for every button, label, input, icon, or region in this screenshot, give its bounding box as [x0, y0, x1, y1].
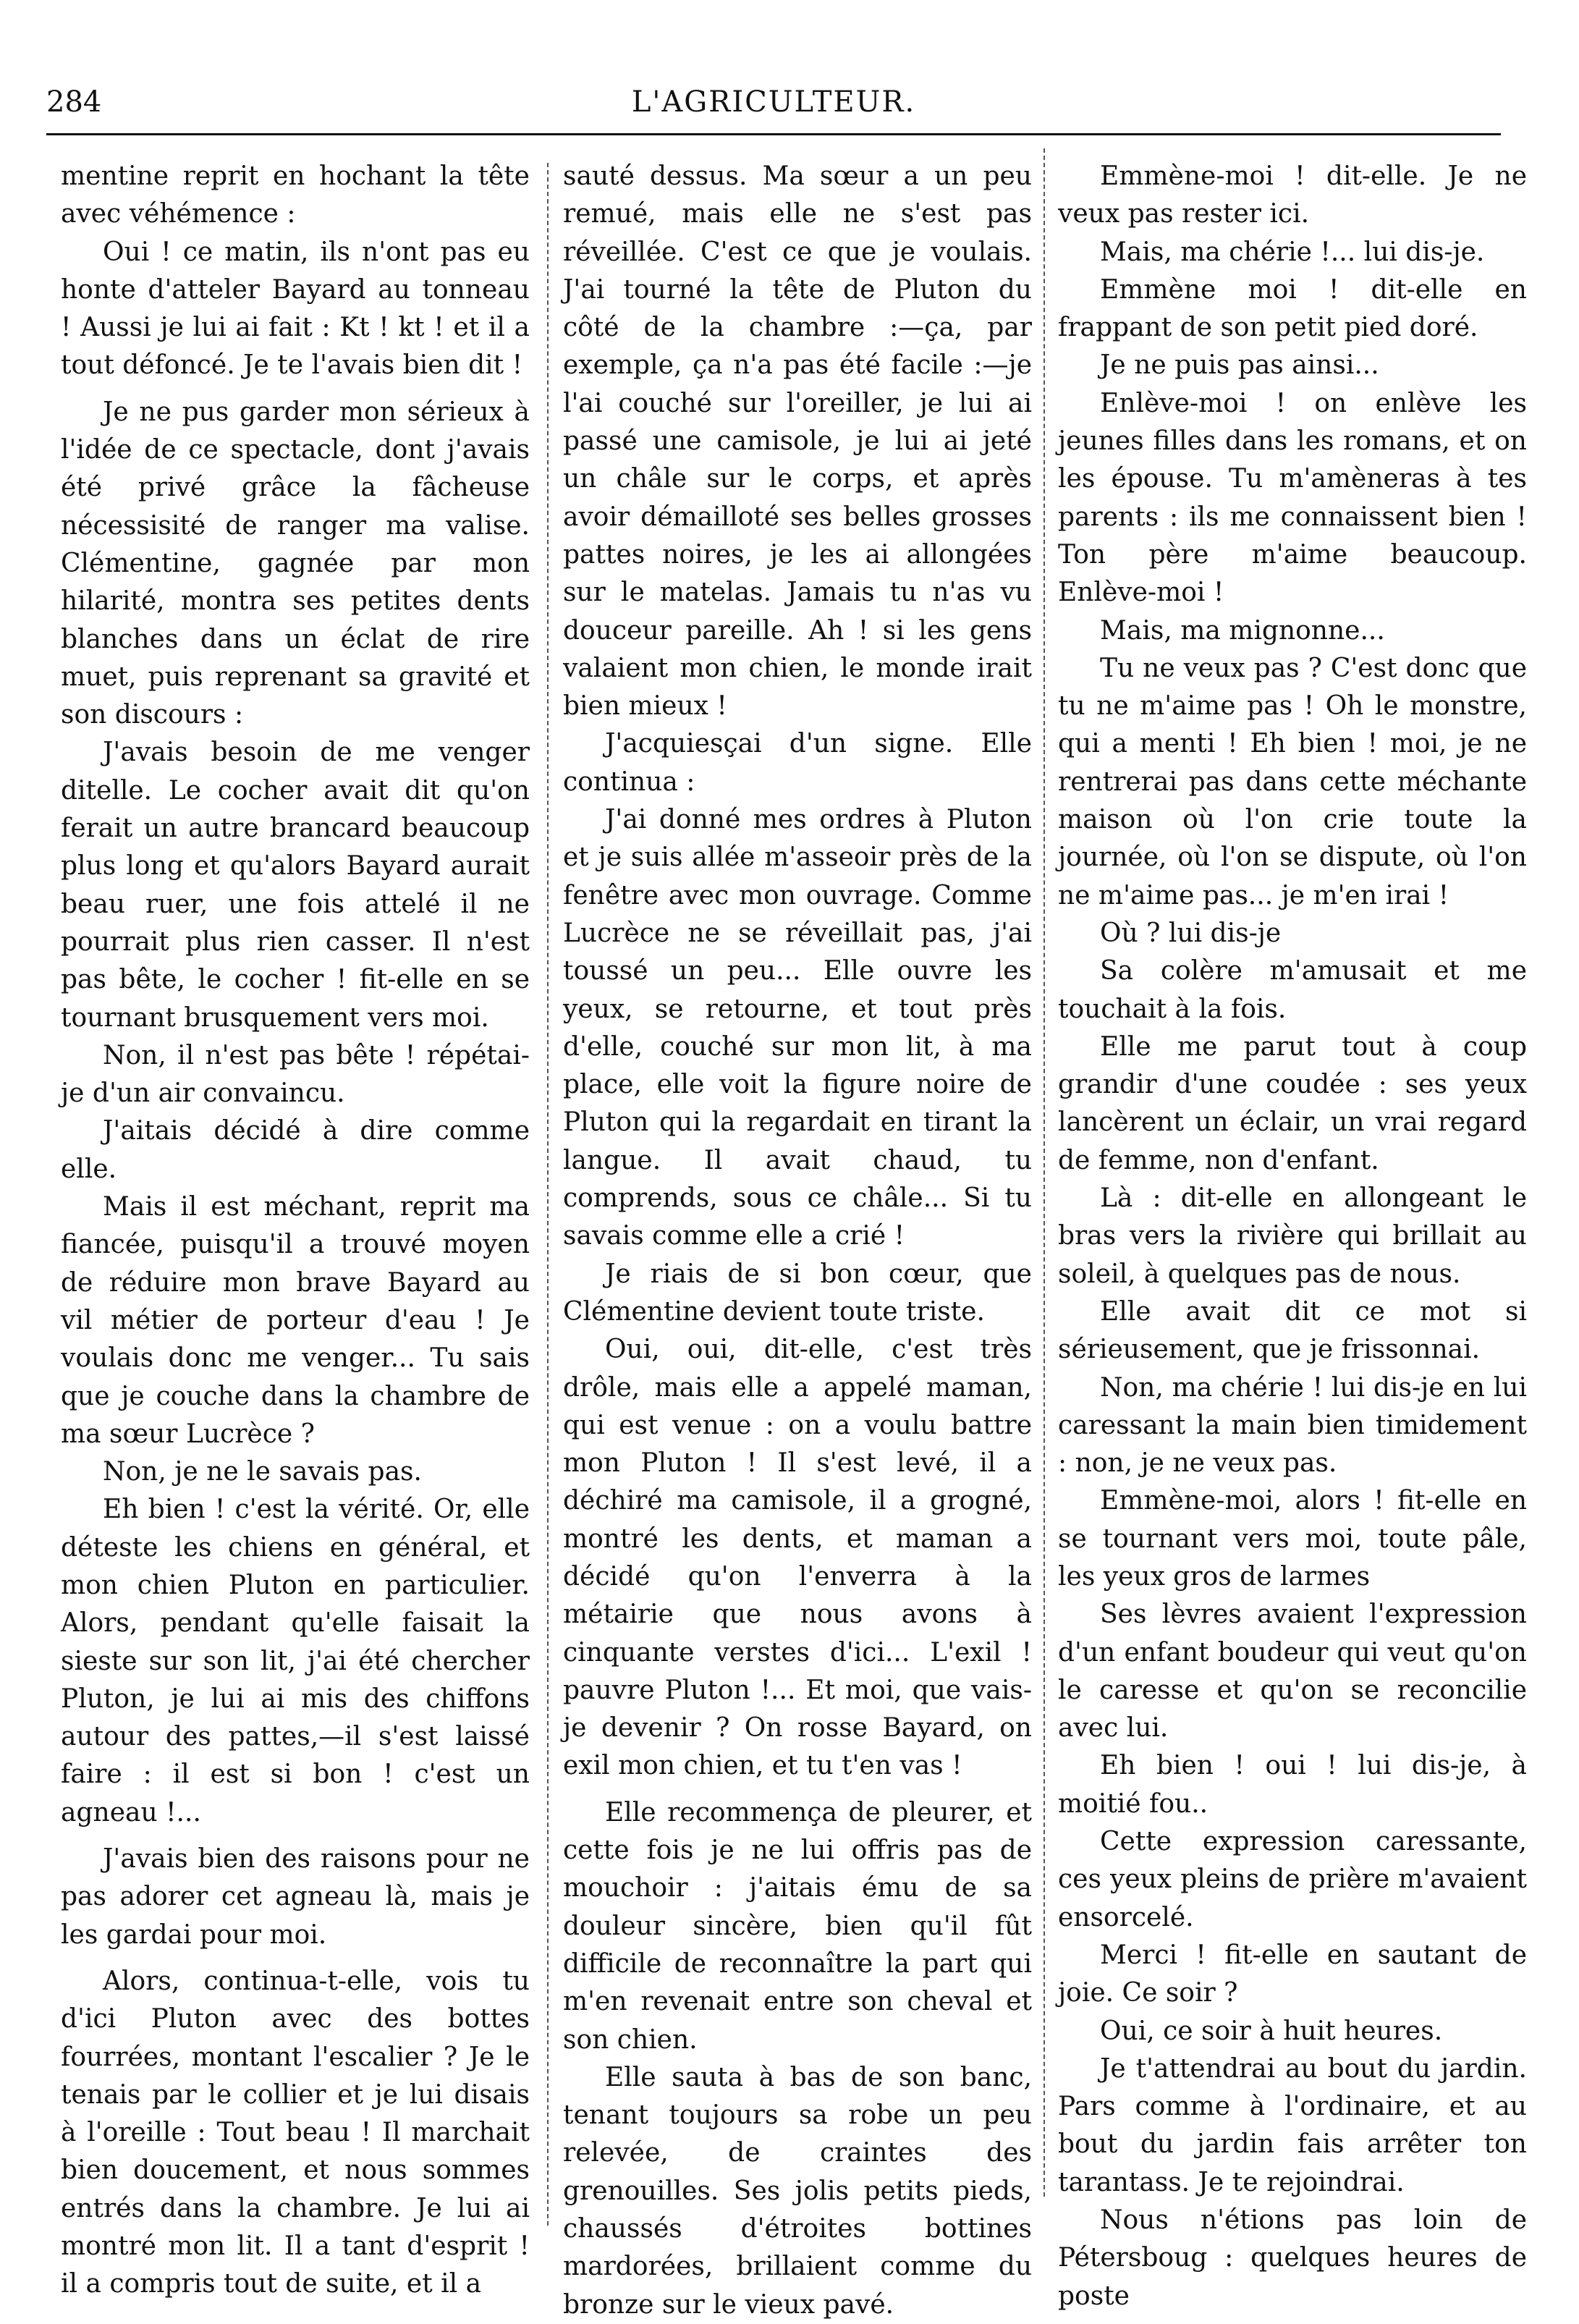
paragraph: Oui, oui, dit-elle, c'est très drôle, mais elle a appelé maman, qui est venue : on a voulu battre mon Pluton ! Il s'est levé, il a déchiré ma camisole, il a grogné, montré les dents, et maman a décidé qu'on l'enverra à la métairie que nous avons à cinquante verstes d'ici... L'exil ! pauvre Pluton !... Et moi, que vais-je devenir ? On rosse Bayard, on exil mon chien, et tu t'en vas ! [563, 1335, 1032, 1781]
paragraph: Tu ne veux pas ? C'est donc que tu ne m'aime pas ! Oh le monstre, qui a menti ! Eh bien ! moi, je ne rentrerai pas dans cette méchante maison où l'on crie toute la journée, où l'on se dispute, où l'on ne m'aime pas... je m'en irai ! [1058, 653, 1527, 910]
running-title: L'AGRICULTEUR. [631, 85, 916, 119]
paragraph: Nous n'étions pas loin de Pétersboug : quelques heures de poste [1058, 2205, 1527, 2311]
paragraph: Je riais de si bon cœur, que Clémentine devient toute triste. [563, 1259, 1032, 1327]
paragraph: Ses lèvres avaient l'expression d'un enfant boudeur qui veut qu'on le caresse et qu'on se reconcilie avec lui. [1058, 1600, 1527, 1744]
text-column-2 [563, 158, 1032, 2324]
paragraph: Non, il n'est pas bête ! répétai-je d'un air convaincu. [61, 1040, 530, 1109]
paragraph: Là : dit-elle en allongeant le bras vers la rivière qui brillait au soleil, à quelques pas de nous. [1058, 1183, 1527, 1289]
page-header [46, 85, 1501, 129]
page-number: 284 [46, 85, 102, 119]
paragraph: Enlève-moi ! on enlève les jeunes filles dans les romans, et on les épouse. Tu m'amèneras à tes parents : ils me connaissent bien ! Ton père m'aime beaucoup. Enlève-moi ! [1058, 388, 1527, 608]
paragraph: sauté dessus. Ma sœur a un peu remué, mais elle ne s'est pas réveillée. C'est ce que je voulais. J'ai tourné la tête de Pluton du côté de la chambre :—ça, par exemple, ça n'a pas été facile :—je l'ai couché sur l'oreiller, je lui ai passé une camisole, je lui ai jeté un châle sur le corps, et après avoir démailloté ses belles grosses pattes noires, je les ai allongées sur le matelas. Jamais tu n'as vu douceur pareille. Ah ! si les gens valaient mon chien, le monde irait bien mieux ! [563, 161, 1032, 722]
header-rule [46, 133, 1501, 135]
paragraph: Sa colère m'amusait et me touchait à la fois. [1058, 956, 1527, 1024]
paragraph: mentine reprit en hochant la tête avec véhémence : [61, 161, 530, 229]
paragraph: Eh bien ! oui ! lui dis-je, à moitié fou.. [1058, 1751, 1527, 1819]
paragraph: Non, ma chérie ! lui dis-je en lui caressant la main bien timidement : non, je ne veux pas. [1058, 1372, 1527, 1479]
paragraph: Emmène-moi ! dit-elle. Je ne veux pas rester ici. [1058, 161, 1527, 229]
paragraph: Elle me parut tout à coup grandir d'une coudée : ses yeux lancèrent un éclair, un vrai regard de femme, non d'enfant. [1058, 1031, 1527, 1175]
column-divider-1 [547, 163, 549, 2226]
paragraph: J'ai donné mes ordres à Pluton et je suis allée m'asseoir près de la fenêtre avec mon ouvrage. Comme Lucrèce ne se réveillait pas, j'ai toussé un peu... Elle ouvre les yeux, se retourne, et tout près d'elle, couché sur mon lit, à ma place, elle voit la figure noire de Pluton qui la regardait en tirant la langue. Il avait chaud, tu comprends, sous ce châle... Si tu savais comme elle a crié ! [563, 805, 1032, 1251]
paragraph: Oui ! ce matin, ils n'ont pas eu honte d'atteler Bayard au tonneau ! Aussi je lui ai fait : Kt ! kt ! et il a tout défoncé. Je te l'avais bien dit ! [61, 237, 530, 381]
paragraph: Je ne pus garder mon sérieux à l'idée de ce spectacle, dont j'avais été privé grâce la fâcheuse nécessisité de ranger ma valise. Clémentine, gagnée par mon hilarité, montra ses petites dents blanches dans un éclat de rire muet, puis reprenant sa gravité et son discours : [61, 397, 530, 730]
text-column-3 [1058, 158, 1527, 2315]
paragraph: Non, je ne le savais pas. [103, 1457, 422, 1487]
paragraph: Mais, ma chérie !... lui dis-je. [1100, 237, 1485, 267]
paragraph: Elle sauta à bas de son banc, tenant toujours sa robe un peu relevée, de craintes des grenouilles. Ses jolis petits pieds, chaussés d'étroites bottines mardorées, brillaient comme du bronze sur le vieux pavé. [563, 2062, 1032, 2320]
paragraph: Emmène-moi, alors ! fit-elle en se tournant vers moi, toute pâle, les yeux gros de larmes [1058, 1486, 1527, 1592]
paragraph: Mais il est méchant, reprit ma fiancée, puisqu'il a trouvé moyen de réduire mon brave Bayard au vil métier de porteur d'eau ! Je voulais donc me venger... Tu sais que je couche dans la chambre de ma sœur Lucrèce ? [61, 1192, 530, 1449]
paragraph: Oui, ce soir à huit heures. [1100, 2016, 1443, 2046]
paragraph: Où ? lui dis-je [1100, 918, 1282, 948]
paragraph: J'acquiesçai d'un signe. Elle continua : [563, 729, 1032, 797]
paragraph: J'avais besoin de me venger ditelle. Le cocher avait dit qu'on ferait un autre brancard beaucoup plus long et qu'alors Bayard aurait beau ruer, une fois attelé il ne pourrait plus rien casser. Il n'est pas bête, le cocher ! fit-elle en se tournant brusquement vers moi. [61, 738, 530, 1033]
paragraph: J'avais bien des raisons pour ne pas adorer cet agneau là, mais je les gardai pour moi. [61, 1844, 530, 1950]
paragraph: Mais, ma mignonne... [1100, 615, 1385, 646]
paragraph: Elle avait dit ce mot si sérieusement, que je frissonnai. [1058, 1296, 1527, 1365]
paragraph: Merci ! fit-elle en sautant de joie. Ce soir ? [1058, 1940, 1527, 2008]
paragraph: Alors, continua-t-elle, vois tu d'ici Pluton avec des bottes fourrées, montant l'escalier ? Je le tenais par le collier et je lui disais à l'oreille : Tout beau ! Il marchait bien doucement, et nous sommes entrés dans la chambre. Je lui ai montré mon lit. Il a tant d'esprit ! il a compris tout de suite, et il a [61, 1966, 530, 2299]
paragraph: J'aitais décidé à dire comme elle. [61, 1116, 530, 1184]
text-column-1 [61, 158, 530, 2304]
paragraph: Je t'attendrai au bout du jardin. Pars comme à l'ordinaire, et au bout du jardin fais arrêter ton tarantass. Je te rejoindrai. [1058, 2053, 1527, 2197]
paragraph: Elle recommença de pleurer, et cette fois je ne lui offris pas de mouchoir : j'aitais ému de sa douleur sincère, bien qu'il fût difficile de reconnaître la part qui m'en revenait entre son cheval et son chien. [563, 1797, 1032, 2055]
column-divider-2 [1044, 148, 1045, 2197]
paragraph: Eh bien ! c'est la vérité. Or, elle déteste les chiens en général, et mon chien Pluton en particulier. Alors, pendant qu'elle faisait la sieste sur son lit, j'ai été chercher Pluton, je lui ai mis des chiffons autour des pattes,—il s'est laissé faire : il est si bon ! c'est un agneau !... [61, 1495, 530, 1827]
paragraph: Je ne puis pas ainsi... [1100, 350, 1379, 381]
paragraph: Cette expression caressante, ces yeux pleins de prière m'avaient ensorcelé. [1058, 1827, 1527, 1932]
paragraph: Emmène moi ! dit-elle en frappant de son petit pied doré. [1058, 274, 1527, 343]
